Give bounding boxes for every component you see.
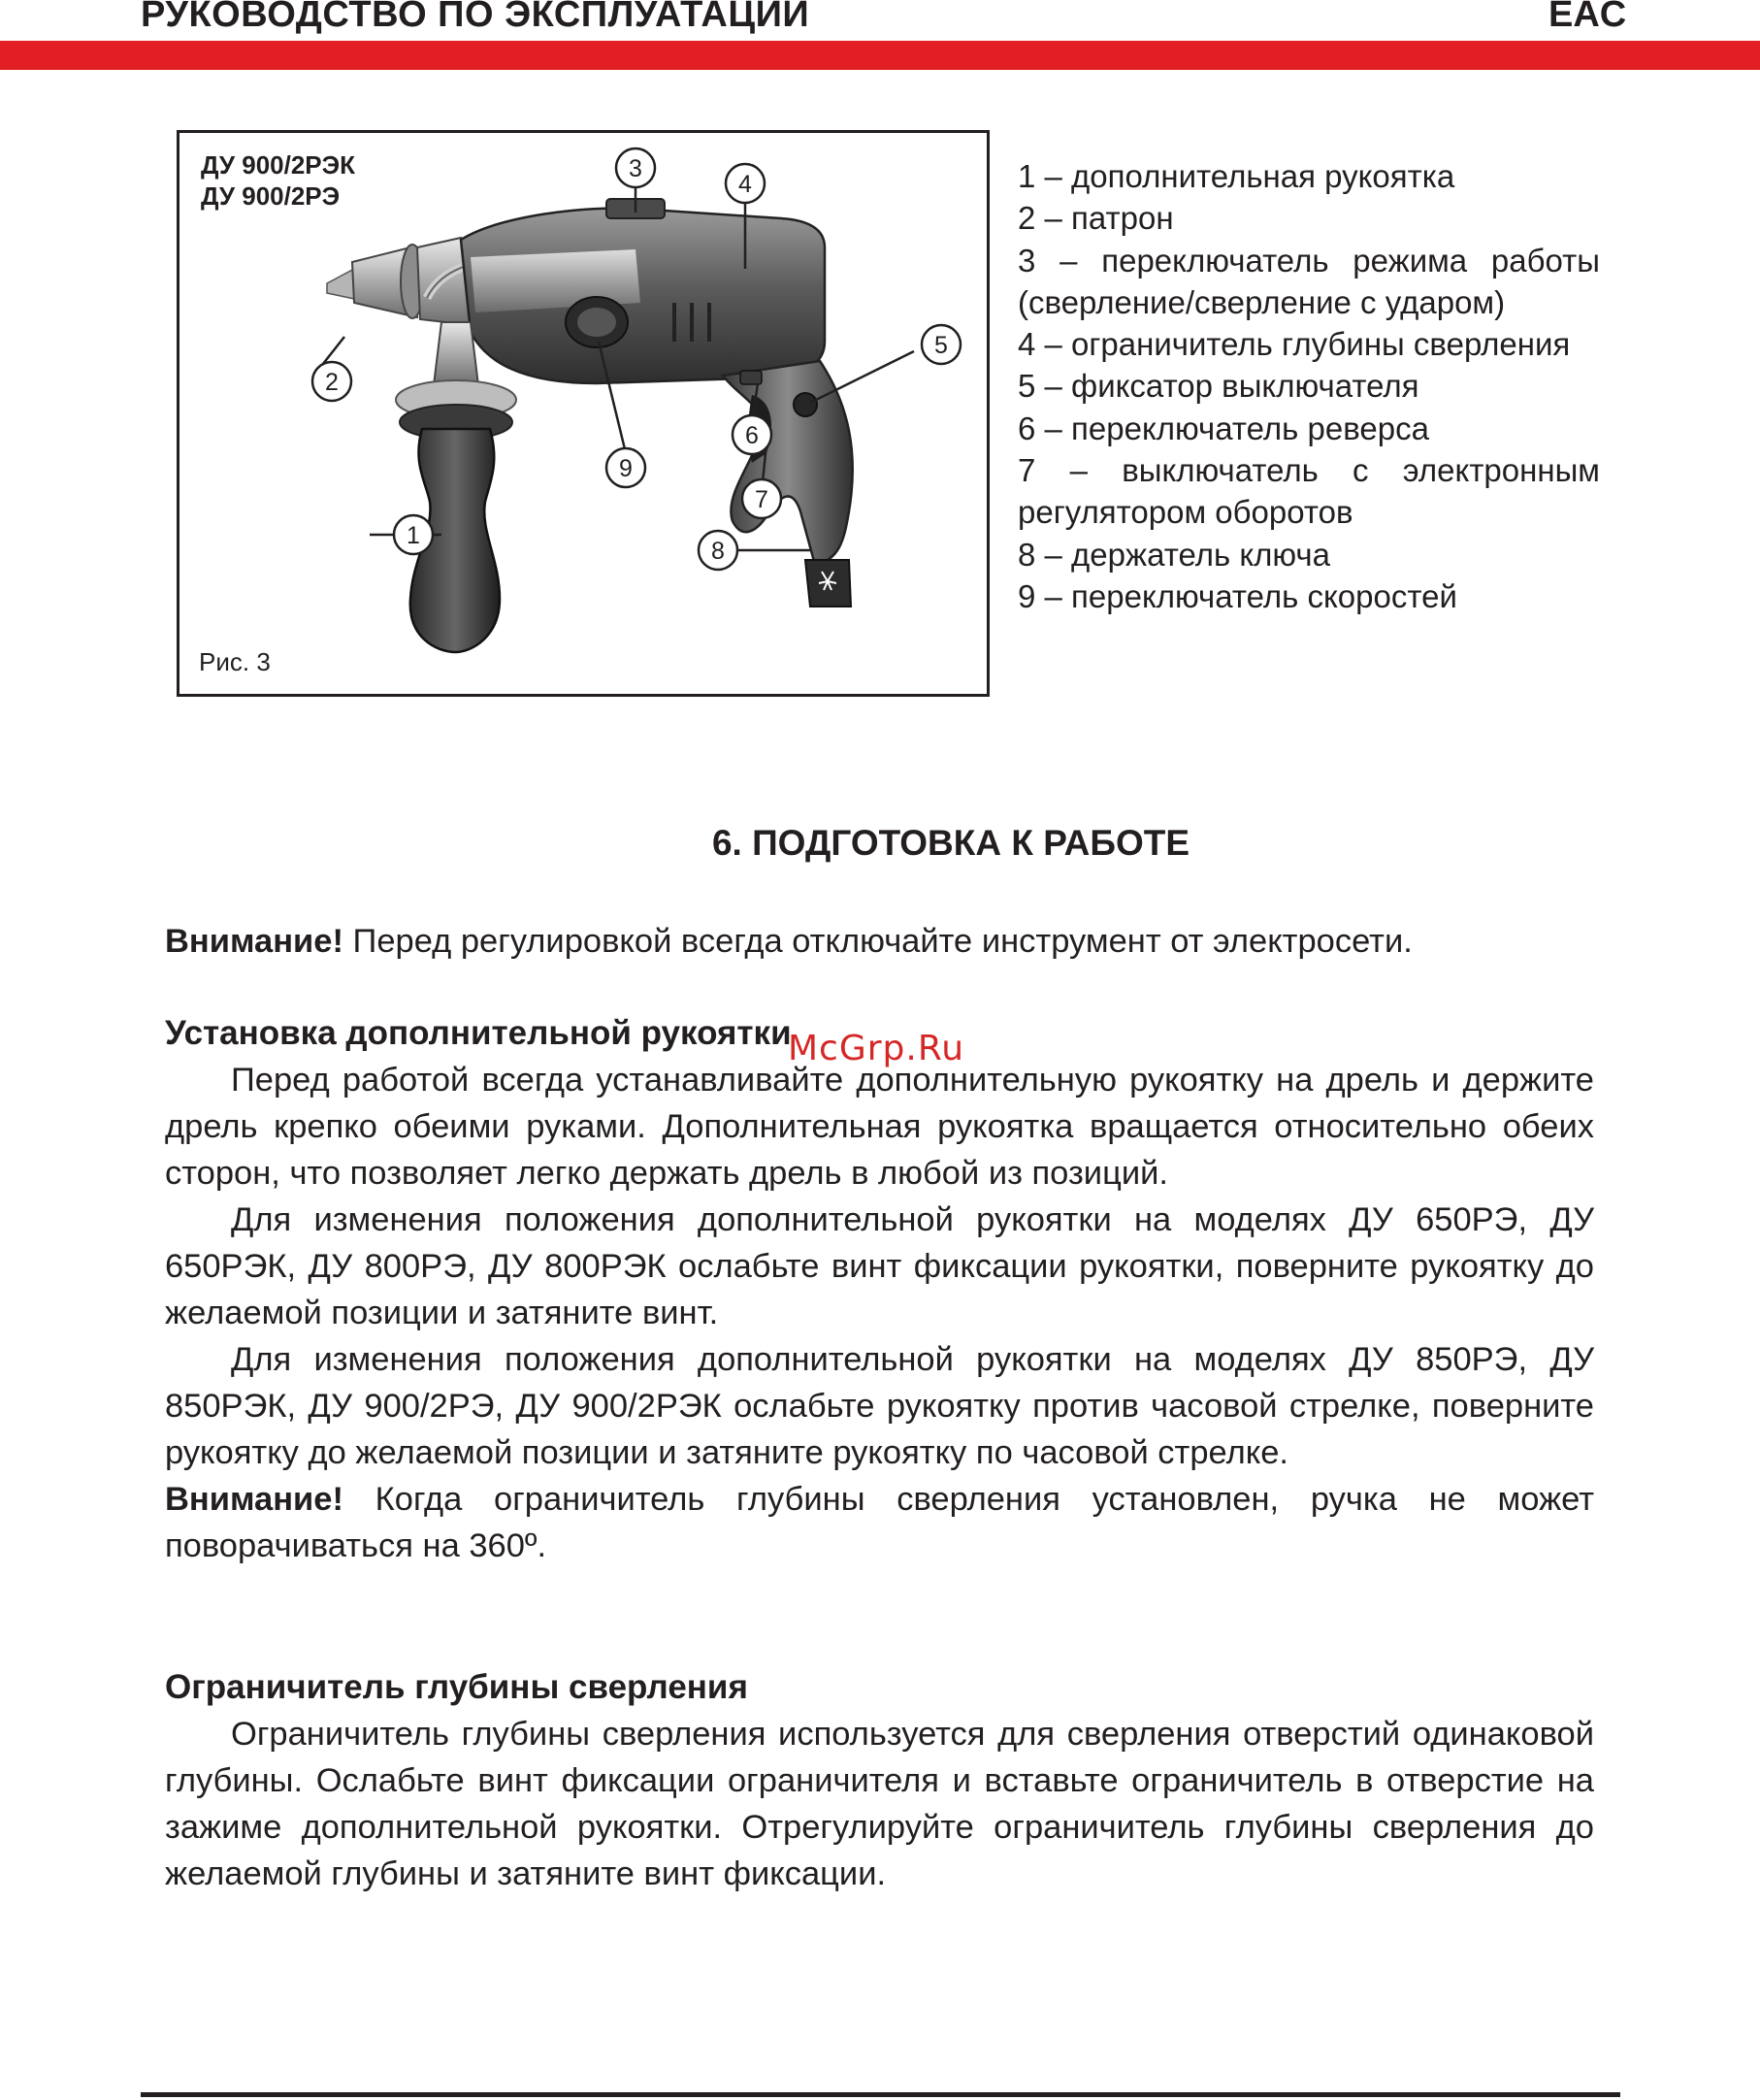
general-warning xyxy=(165,918,1594,965)
header-title: РУКОВОДСТВО ПО ЭКСПЛУАТАЦИИ xyxy=(141,0,810,35)
callout-3: 3 xyxy=(629,155,642,182)
header-red-bar xyxy=(0,41,1760,70)
figure-model-2: ДУ 900/2РЭ xyxy=(201,181,341,211)
legend-item: 8 – держатель ключа xyxy=(1018,536,1330,573)
legend-item: 5 – фиксатор выключателя xyxy=(1018,368,1419,405)
legend-item: 9 – переключатель скоростей xyxy=(1018,577,1457,614)
drill-illustration xyxy=(179,133,987,694)
handle-warning-label: Внимание! xyxy=(165,1481,343,1518)
legend-item: 2 – патрон xyxy=(1018,200,1174,237)
watermark: McGrp.Ru xyxy=(788,1029,965,1068)
depth-section xyxy=(165,1664,1594,1897)
depth-paragraph-1: Ограничитель глубины сверления используется для сверления отверстий одинаковой глубины. Ослабьте винт фиксации ограничителя и вставьте ограничитель в отверстие на зажиме дополнительной рукоятки. Отрегулируйте ограничитель глубины сверления до желаемой глубины и затяните винт фиксации. xyxy=(165,1716,1594,1892)
handle-heading: Установка дополнительной рукоятки xyxy=(165,1014,792,1052)
figure-3 xyxy=(177,130,990,697)
depth-heading: Ограничитель глубины сверления xyxy=(165,1668,748,1706)
callout-5: 5 xyxy=(934,332,948,359)
parts-legend xyxy=(1018,155,1600,617)
callout-1: 1 xyxy=(407,522,420,549)
legend-item: 1 – дополнительная рукоятка xyxy=(1018,158,1455,194)
handle-warning-text: Когда ограничитель глубины сверления установлен, ручка не может поворачиваться на 360º. xyxy=(165,1481,1594,1564)
callout-7: 7 xyxy=(755,486,768,513)
legend-item: 3 – переключатель режима работы (сверление/сверление с ударом) xyxy=(1018,242,1600,320)
handle-section xyxy=(165,1010,1594,1569)
handle-paragraph-2: Для изменения положения дополнительной рукоятки на моделях ДУ 650РЭ, ДУ 650РЭК, ДУ 800РЭ, ДУ 800РЭК ослабьте винт фиксации рукоятки, поверните рукоятку до желаемой позиции и затяните винт. xyxy=(165,1201,1594,1331)
warning-text: Перед регулировкой всегда отключайте инструмент от электросети. xyxy=(342,923,1413,960)
footer-rule xyxy=(141,2092,1620,2097)
callout-2: 2 xyxy=(325,369,339,396)
callout-9: 9 xyxy=(619,455,633,482)
handle-paragraph-1: Перед работой всегда устанавливайте дополнительную рукоятку на дрель и держите дрель крепко обеими руками. Дополнительная рукоятка вращается относительно обеих сторон, что позволяет легко держать дрель в любой из позиций. xyxy=(165,1062,1594,1192)
handle-paragraph-3: Для изменения положения дополнительной рукоятки на моделях ДУ 850РЭ, ДУ 850РЭК, ДУ 900/2РЭ, ДУ 900/2РЭК ослабьте рукоятку против часовой стрелке, поверните рукоятку до желаемой позиции и затяните рукоятку по часовой стрелке. xyxy=(165,1341,1594,1471)
callout-4: 4 xyxy=(738,171,752,198)
legend-item: 4 – ограничитель глубины сверления xyxy=(1018,326,1571,363)
callout-8: 8 xyxy=(711,538,725,565)
legend-item: 6 – переключатель реверса xyxy=(1018,410,1429,446)
figure-model-1: ДУ 900/2РЭК xyxy=(201,150,356,180)
warning-label: Внимание! xyxy=(165,923,343,960)
handle-warning xyxy=(165,1476,1594,1569)
callout-6: 6 xyxy=(745,422,759,449)
legend-item: 7 – выключатель с электронным регулятором оборотов xyxy=(1018,452,1600,531)
eac-mark: EAC xyxy=(1548,0,1627,35)
section-title: 6. ПОДГОТОВКА К РАБОТЕ xyxy=(711,823,1190,863)
figure-caption: Рис. 3 xyxy=(199,647,271,676)
